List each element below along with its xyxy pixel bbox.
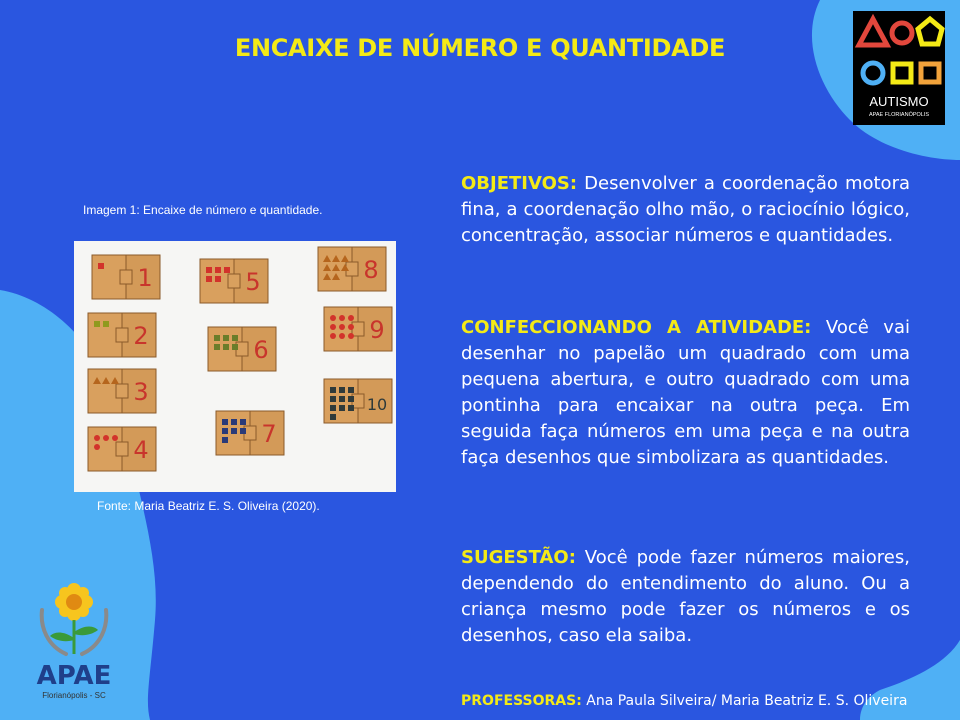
square-icon (921, 64, 939, 82)
quantity-mark (330, 405, 336, 411)
quantity-mark (348, 315, 354, 321)
piece-number: 2 (133, 322, 149, 350)
puzzle-piece-6 (208, 327, 276, 371)
quantity-mark (348, 396, 354, 402)
figure-source: Fonte: Maria Beatriz E. S. Oliveira (2020). (97, 499, 320, 513)
objetivos-body: Desenvolver a coordenação motora fina, a coordenação olho mão, o raciocínio lógico, concentração, associar números e quantidades. (461, 173, 910, 246)
piece-number: 1 (137, 264, 153, 292)
confeccionando-heading: CONFECCIONANDO A ATIVIDADE: (461, 317, 812, 338)
quantity-mark (330, 396, 336, 402)
quantity-mark (330, 333, 336, 339)
quantity-mark (339, 333, 345, 339)
piece-number: 4 (133, 436, 149, 464)
puzzle-piece-3 (88, 369, 156, 413)
quantity-mark (339, 315, 345, 321)
puzzle-piece-4 (88, 427, 156, 471)
sugestao-section (461, 545, 910, 649)
quantity-mark (222, 428, 228, 434)
quantity-mark (339, 324, 345, 330)
flower-icon (50, 583, 98, 654)
quantity-mark (348, 387, 354, 393)
piece-number: 10 (366, 395, 388, 414)
circle-icon (863, 63, 883, 83)
apae-word: APAE (36, 661, 112, 691)
quantity-mark (222, 437, 228, 443)
puzzle-piece-2 (88, 313, 156, 357)
confeccionando-body: Você vai desenhar no papelão um quadrado com uma pequena abertura, e outro quadrado com uma pontinha para encaixar na outra peça. Em seguida faça números em uma peça e na outra faça desenhos que simbolizara as quantidades. (461, 317, 910, 468)
slide-title: ENCAIXE DE NÚMERO E QUANTIDADE (234, 34, 726, 62)
quantity-mark (339, 405, 345, 411)
quantity-mark (348, 333, 354, 339)
quantity-mark (339, 396, 345, 402)
confeccionando-section (461, 315, 910, 471)
puzzle-piece-10 (324, 379, 392, 423)
triangle-icon (859, 19, 887, 45)
quantity-mark (215, 276, 221, 282)
footer-body: Ana Paula Silveira/ Maria Beatriz E. S. Oliveira (581, 693, 908, 709)
sugestao-heading: SUGESTÃO: (461, 547, 576, 568)
puzzle-piece-7 (216, 411, 284, 455)
quantity-mark (223, 344, 229, 350)
quantity-mark (240, 419, 246, 425)
footer-heading: PROFESSORAS: (461, 693, 582, 709)
objetivos-section (461, 171, 910, 249)
quantity-mark (224, 267, 230, 273)
quantity-mark (94, 444, 100, 450)
piece-number: 7 (261, 420, 277, 448)
quantity-mark (103, 435, 109, 441)
puzzle-photo (74, 241, 396, 492)
apae-emblem (12, 562, 136, 712)
quantity-mark (348, 405, 354, 411)
quantity-mark (348, 324, 354, 330)
autismo-sub: APAE FLORIANÓPOLIS (868, 112, 930, 118)
apae-logo (12, 562, 136, 712)
piece-number: 6 (253, 336, 269, 364)
piece-number: 5 (245, 268, 261, 296)
puzzle-piece-9 (324, 307, 392, 351)
quantity-mark (231, 428, 237, 434)
puzzle-piece-8 (318, 247, 386, 291)
quantity-mark (206, 276, 212, 282)
quantity-mark (231, 419, 237, 425)
quantity-mark (222, 419, 228, 425)
quantity-mark (103, 321, 109, 327)
puzzle-piece-5 (200, 259, 268, 303)
quantity-mark (330, 414, 336, 420)
quantity-mark (215, 267, 221, 273)
autismo-logo (853, 11, 945, 125)
footer-credits (461, 693, 907, 709)
piece-number: 9 (369, 316, 385, 344)
quantity-mark (223, 335, 229, 341)
apae-sub: Florianópolis - SC (42, 691, 106, 700)
puzzle-illustration (74, 241, 396, 492)
pentagon-icon (918, 19, 942, 44)
quantity-mark (206, 267, 212, 273)
quantity-mark (232, 344, 238, 350)
square-icon (893, 64, 911, 82)
quantity-mark (98, 263, 104, 269)
sugestao-body: Você pode fazer números maiores, dependendo do entendimento do aluno. Ou a criança mesmo pode fazer os números e os desenhos, caso ela saiba. (461, 547, 910, 646)
quantity-mark (214, 344, 220, 350)
quantity-mark (232, 335, 238, 341)
figure-caption: Imagem 1: Encaixe de número e quantidade. (83, 203, 323, 217)
objetivos-heading: OBJETIVOS: (461, 173, 578, 194)
piece-number: 3 (133, 378, 149, 406)
quantity-mark (214, 335, 220, 341)
autismo-shapes (853, 11, 945, 95)
piece-number: 8 (363, 256, 379, 284)
quantity-mark (94, 321, 100, 327)
circle-icon (892, 23, 912, 43)
puzzle-piece-1 (92, 255, 160, 299)
quantity-mark (112, 435, 118, 441)
autismo-word: AUTISMO (869, 94, 929, 109)
quantity-mark (339, 387, 345, 393)
quantity-mark (240, 428, 246, 434)
quantity-mark (330, 315, 336, 321)
quantity-mark (94, 435, 100, 441)
quantity-mark (330, 324, 336, 330)
quantity-mark (330, 387, 336, 393)
